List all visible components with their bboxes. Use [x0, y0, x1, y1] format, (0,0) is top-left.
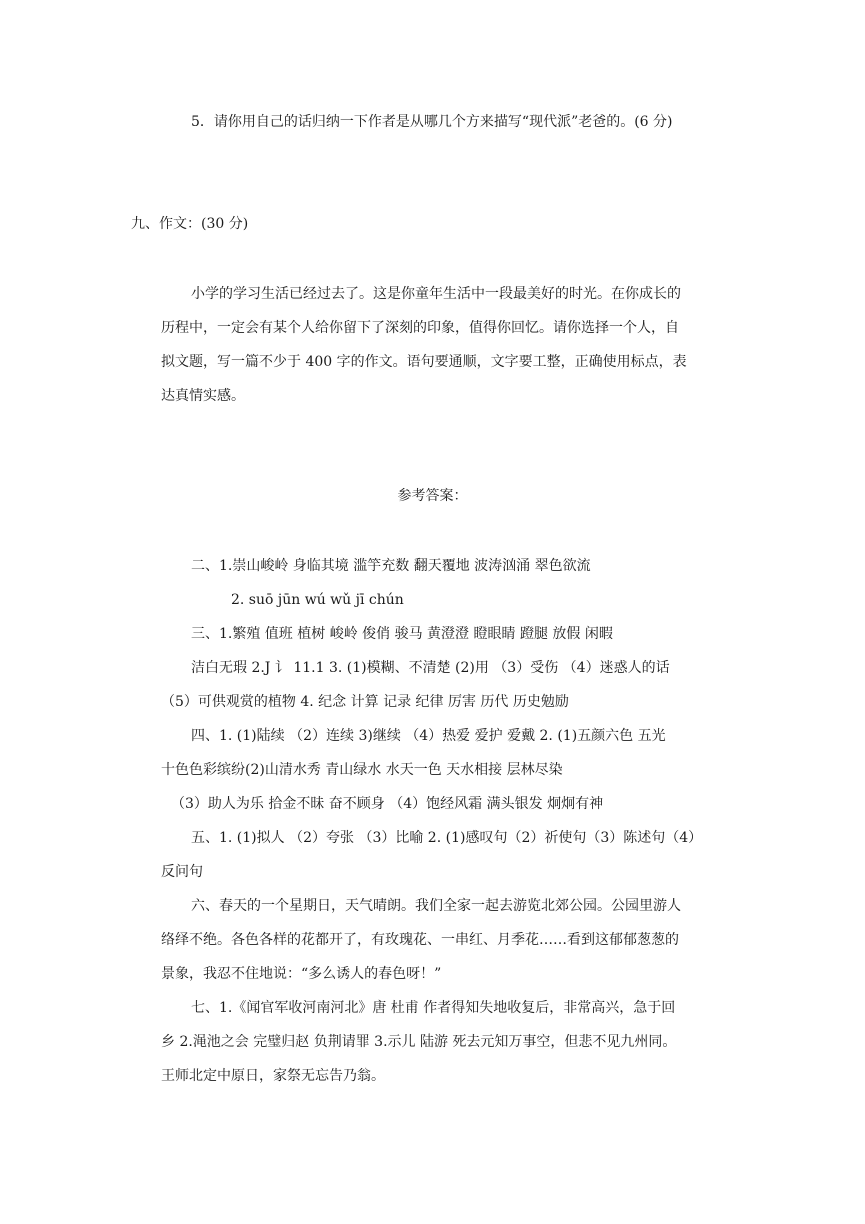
answers-title: 参考答案： [397, 488, 468, 504]
answer-line: 二、1.崇山峻岭 身临其境 滥竽充数 翻天覆地 波涛汹涌 翠色欲流 [191, 558, 591, 574]
answer-line: 王师北定中原日，家祭无忘告乃翁。 [161, 1068, 385, 1084]
essay-prompt-line: 小学的学习生活已经过去了。这是你童年生活中一段最美好的时光。在你成长的 [191, 286, 681, 302]
answer-line: 六、春天的一个星期日，天气晴朗。我们全家一起去游览北郊公园。公园里游人 [191, 898, 681, 914]
answer-line: 反问句 [161, 864, 203, 880]
question-5: 5．请你用自己的话归纳一下作者是从哪几个方来描写“现代派”老爸的。(6 分) [191, 114, 673, 130]
answer-line: （3）助人为乐 拾金不昧 奋不顾身 （4）饱经风霜 满头银发 炯炯有神 [171, 796, 604, 812]
answer-line: 四、1. (1)陆续 （2）连续 3)继续 （4）热爱 爱护 爱戴 2. (1)五颜六色 五光 [191, 728, 666, 744]
essay-prompt-line: 拟文题，写一篇不少于 400 字的作文。语句要通顺，文字要工整，正确使用标点，表 [161, 354, 687, 370]
essay-prompt-line: 历程中，一定会有某个人给你留下了深刻的印象，值得你回忆。请你选择一个人，自 [161, 320, 679, 336]
answer-line: 七、1.《闻官军收河南河北》唐 杜甫 作者得知失地收复后，非常高兴，急于回 [191, 1000, 676, 1016]
answer-line: 2. suō jūn wú wǔ jī chún [231, 592, 404, 608]
essay-prompt-line: 达真情实感。 [161, 388, 245, 404]
answer-line: 乡 2.渑池之会 完璧归赵 负荆请罪 3.示儿 陆游 死去元知万事空，但悲不见九州同。 [161, 1034, 677, 1050]
answer-line: 十色色彩缤纷(2)山清水秀 青山绿水 水天一色 天水相接 层林尽染 [161, 762, 563, 778]
answer-line: 三、1.繁殖 值班 植树 峻岭 俊俏 骏马 黄澄澄 瞪眼睛 蹬腿 放假 闲暇 [191, 626, 613, 642]
answer-line: （5）可供观赏的植物 4. 纪念 计算 记录 纪律 厉害 历代 历史勉励 [161, 694, 569, 710]
answer-line: 景象，我忍不住地说：“多么诱人的春色呀！” [161, 966, 442, 982]
answer-line: 络绎不绝。各色各样的花都开了，有玫瑰花、一串红、月季花……看到这郁郁葱葱的 [161, 932, 679, 948]
answer-line: 五、1. (1)拟人 （2）夸张 （3）比喻 2. (1)感叹句（2）祈使句（3）陈述句（4） [191, 830, 703, 846]
answer-line: 洁白无瑕 2.J 讠 11.1 3. (1)模糊、不清楚 (2)用 （3）受伤 （4）迷惑人的话 [191, 660, 670, 676]
section-9-heading: 九、作文：(30 分) [131, 216, 249, 232]
